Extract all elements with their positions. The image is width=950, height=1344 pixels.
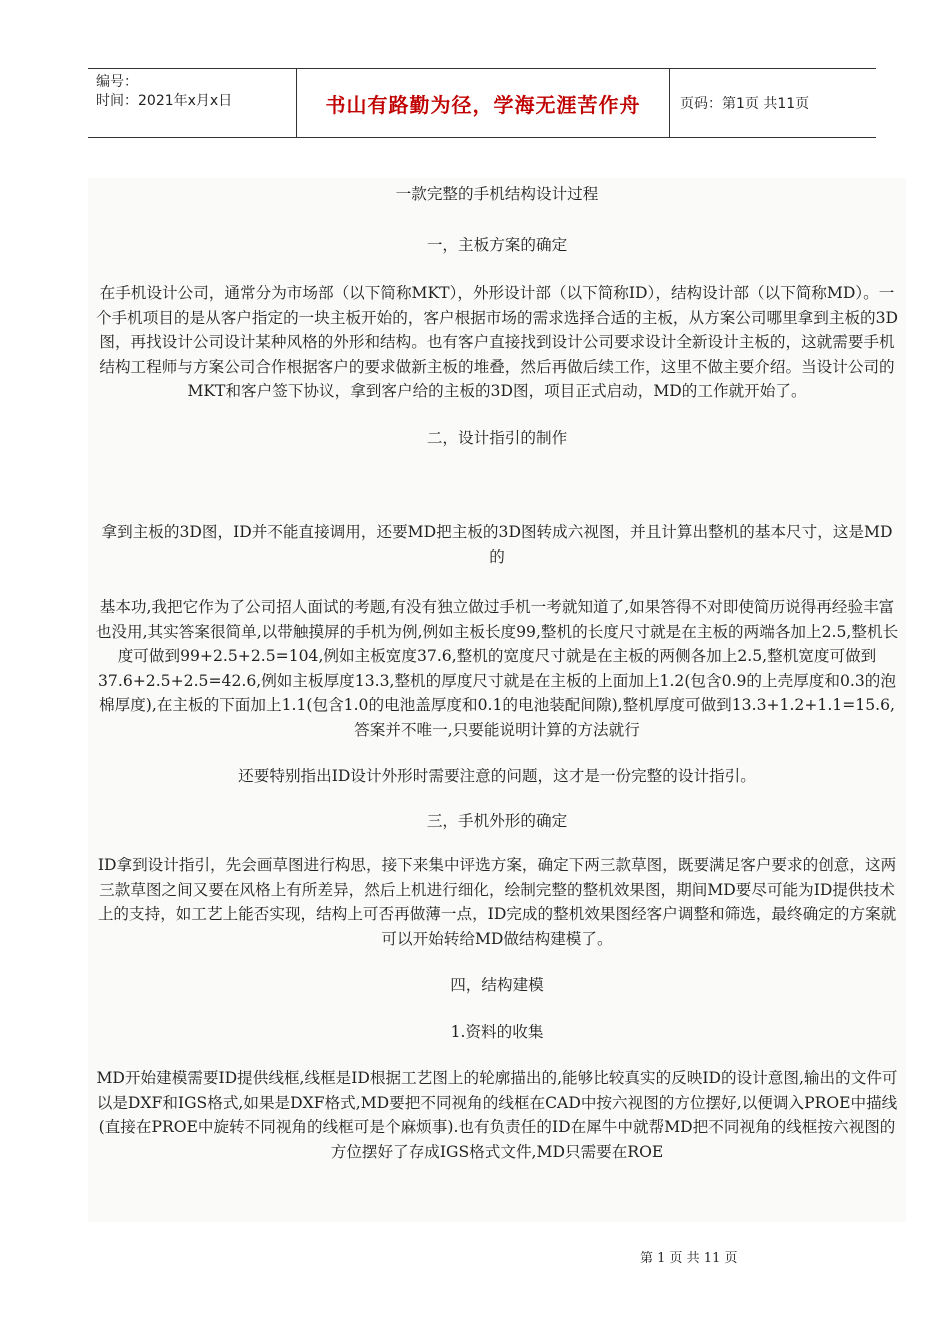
section-heading-3: 三，手机外形的确定 (426, 811, 568, 830)
section-heading-4: 四，结构建模 (450, 976, 544, 994)
paragraph-5: ID拿到设计指引，先会画草图进行构思，接下来集中评选方案，确定下两三款草图，既要满足客户要求的创意，这两三款草图之间又要在风格上有所差异，然后上机进行细化，绘制完整的整机效果图，期间MD要尽可能为ID提供技术上的支持，如工艺上能否实现，结构上可否再做薄一点，ID完成的整机效果图经客户调整和筛选，最终确定的方案就可以开始转给MD做结构建模了。 (97, 856, 897, 948)
page-header (88, 68, 876, 138)
paragraph-3: 基本功,我把它作为了公司招人面试的考题,有没有独立做过手机一考就知道了,如果答得不对即使简历说得再经验丰富也没用,其实答案很简单,以带触摸屏的手机为例,例如主板长度99,整机的长度尺寸就是在主板的两端各加上2.5,整机长度可做到99+2.5+2.5=104,例如主板宽度37.6,整机的宽度尺寸就是在主板的两侧各加上2.5,整机宽度可做到37.6+2.5+2.5=42.6,例如主板厚度13.3,整机的厚度尺寸就是在主板的上面加上1.2(包含0.9的上壳厚度和0.3的泡棉厚度),在主板的下面加上1.1(包含1.0的电池盖厚度和0.1的电池装配间隙),整机厚度可做到13.3+1.2+1.1=15.6,答案并不唯一,只要能说明计算的方法就行 (95, 598, 899, 739)
header-page-info: 页码：第1页 共11页 (680, 96, 810, 112)
document-body (88, 178, 906, 1222)
section-heading-2: 二，设计指引的制作 (426, 428, 568, 447)
document-title: 一款完整的手机结构设计过程 (395, 185, 599, 203)
paragraph-2: 拿到主板的3D图，ID并不能直接调用，还要MD把主板的3D图转成六视图，并且计算出整机的基本尺寸，这是MD的 (101, 523, 893, 566)
section-heading-1: 一，主板方案的确定 (426, 235, 568, 254)
paragraph-6: MD开始建模需要ID提供线框,线框是ID根据工艺图上的轮廓描出的,能够比较真实的反映ID的设计意图,输出的文件可以是DXF和IGS格式,如果是DXF格式,MD要把不同视角的线框在CAD中按六视图的方位摆好,以便调入PROE中描线(直接在PROE中旋转不同视角的线框可是个麻烦事).也有负责任的ID在犀牛中就帮MD把不同视角的线框按六视图的方位摆好了存成IGS格式文件,MD只需要在ROE (96, 1069, 898, 1161)
subsection-heading-1: 1.资料的收集 (450, 1022, 544, 1041)
paragraph-4: 还要特别指出ID设计外形时需要注意的问题，这才是一份完整的设计指引。 (238, 767, 756, 785)
document-time-label: 时间：2021年x月x日 (96, 93, 233, 109)
header-meta (88, 69, 296, 137)
document-number-label: 编号： (96, 74, 138, 90)
header-motto: 书山有路勤为径，学海无涯苦作舟 (325, 92, 641, 117)
page-footer: 第 1 页 共 11 页 (640, 1251, 738, 1266)
paragraph-1: 在手机设计公司，通常分为市场部（以下简称MKT），外形设计部（以下简称ID），结构设计部（以下简称MD）。一个手机项目的是从客户指定的一块主板开始的，客户根据市场的需求选择合适的主板，从方案公司哪里拿到主板的3D图，再找设计公司设计某种风格的外形和结构。也有客户直接找到设计公司要求设计全新设计主板的，这就需要手机结构工程师与方案公司合作根据客户的要求做新主板的堆叠，然后再做后续工作，这里不做主要介绍。当设计公司的MKT和客户签下协议，拿到客户给的主板的3D图，项目正式启动，MD的工作就开始了。 (95, 284, 899, 400)
header-motto-cell (296, 69, 670, 137)
